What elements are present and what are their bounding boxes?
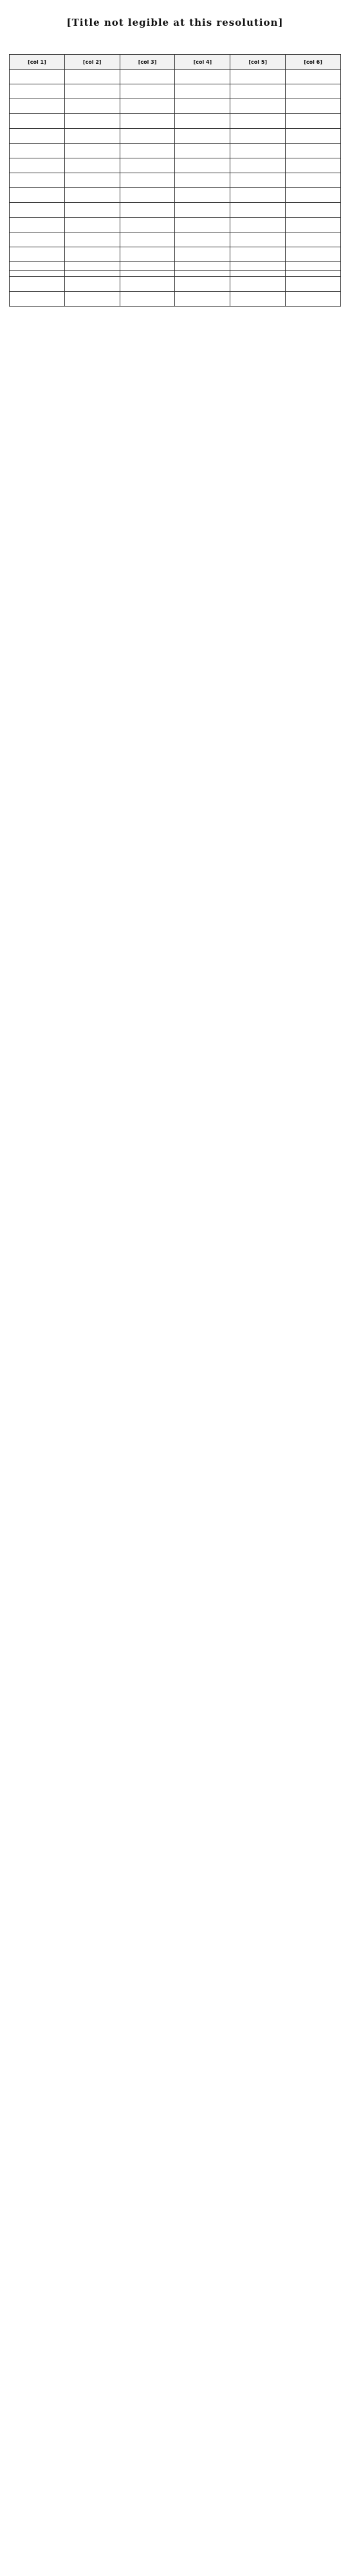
cost-table-cell	[230, 232, 286, 247]
cost-table-row	[10, 247, 341, 262]
cost-table-cell	[10, 173, 65, 188]
cost-table-cell	[286, 277, 341, 292]
cost-table-cell	[10, 144, 65, 158]
cost-table-cell	[286, 158, 341, 173]
cost-table-cell	[286, 84, 341, 99]
cost-table-cell	[10, 70, 65, 84]
cost-table-cell	[230, 292, 286, 307]
cost-table-cell	[230, 84, 286, 99]
cost-table-cell	[175, 114, 230, 129]
cost-table-cell	[230, 114, 286, 129]
cost-table-cell	[175, 247, 230, 262]
cost-table-cell	[230, 173, 286, 188]
cost-table-cell	[230, 144, 286, 158]
cost-table-cell	[175, 99, 230, 114]
cost-table-cell	[286, 173, 341, 188]
cost-table-cell	[120, 247, 175, 262]
cost-table-cell	[230, 277, 286, 292]
cost-table-cell	[286, 218, 341, 232]
cost-table-cell	[64, 292, 120, 307]
cost-table-cell	[64, 70, 120, 84]
cost-table-cell	[230, 262, 286, 277]
cost-table-row	[10, 232, 341, 247]
cost-table-cell	[10, 232, 65, 247]
cost-table-cell	[230, 188, 286, 203]
cost-table-cell	[175, 188, 230, 203]
cost-table-cell	[64, 218, 120, 232]
cost-table-row	[10, 144, 341, 158]
cost-table-row	[10, 277, 341, 292]
cost-table-cell	[230, 129, 286, 144]
cost-table-row	[10, 218, 341, 232]
cost-table-cell	[64, 232, 120, 247]
cost-table-cell	[230, 70, 286, 84]
cost-table-row	[10, 292, 341, 307]
cost-table-cell	[120, 292, 175, 307]
cost-table-cell	[175, 277, 230, 292]
cost-table-cell	[175, 262, 230, 277]
cost-table-cell	[286, 70, 341, 84]
cost-table-row	[10, 129, 341, 144]
cost-table-cell	[10, 114, 65, 129]
cost-table-cell	[230, 218, 286, 232]
cost-table-cell	[120, 114, 175, 129]
cost-table-header-row	[10, 55, 341, 70]
cost-table-cell	[175, 203, 230, 218]
cost-table-row	[10, 114, 341, 129]
cost-table-cell	[120, 203, 175, 218]
cost-table-cell	[64, 114, 120, 129]
cost-table-header-cell: [col 2]	[64, 55, 120, 70]
cost-table-cell	[120, 84, 175, 99]
cost-table-cell	[10, 158, 65, 173]
cost-table-cell	[64, 188, 120, 203]
cost-table-row	[10, 99, 341, 114]
cost-table-cell	[10, 99, 65, 114]
cost-table-header-cell: [col 1]	[10, 55, 65, 70]
cost-table-cell	[120, 70, 175, 84]
cost-table-cell	[120, 144, 175, 158]
cost-table-cell	[286, 129, 341, 144]
cost-table-cell	[64, 173, 120, 188]
cost-table-cell	[64, 158, 120, 173]
cost-table-cell	[286, 144, 341, 158]
cost-table-cell	[175, 129, 230, 144]
cost-table-cell	[64, 144, 120, 158]
cost-table-cell	[120, 188, 175, 203]
cost-table-cell	[230, 203, 286, 218]
cost-table-cell	[10, 292, 65, 307]
cost-table	[9, 54, 341, 307]
cost-table-cell	[120, 158, 175, 173]
cost-table-cell	[175, 84, 230, 99]
cost-table-cell	[120, 218, 175, 232]
cost-table-row	[10, 262, 341, 277]
cost-table-cell	[10, 247, 65, 262]
cost-table-cell	[10, 203, 65, 218]
cost-table-header-cell: [col 5]	[230, 55, 286, 70]
cost-table-cell	[64, 99, 120, 114]
cost-table-cell	[10, 129, 65, 144]
cost-table-cell	[120, 232, 175, 247]
cost-table-cell	[64, 277, 120, 292]
cost-table-cell	[286, 99, 341, 114]
cost-table-cell	[10, 277, 65, 292]
cost-table-cell	[286, 247, 341, 262]
cost-table-header-cell: [col 6]	[286, 55, 341, 70]
cost-table-cell	[64, 129, 120, 144]
cost-table-cell	[175, 173, 230, 188]
cost-table-cell	[120, 129, 175, 144]
cost-table-cell	[230, 158, 286, 173]
cost-table-cell	[286, 292, 341, 307]
cost-table-header-cell: [col 3]	[120, 55, 175, 70]
cost-table-cell	[286, 262, 341, 277]
cost-table-cell	[120, 262, 175, 277]
cost-table-cell	[175, 292, 230, 307]
cost-table-cell	[286, 114, 341, 129]
cost-table-cell	[175, 218, 230, 232]
cost-table-cell	[120, 173, 175, 188]
cost-table-cell	[64, 262, 120, 277]
cost-table-row	[10, 158, 341, 173]
cost-table-cell	[10, 84, 65, 99]
document-title: [Title not legible at this resolution]	[66, 17, 284, 28]
cost-table-cell	[230, 247, 286, 262]
cost-table-cell	[10, 262, 65, 277]
cost-table-header-cell: [col 4]	[175, 55, 230, 70]
cost-table-cell	[64, 247, 120, 262]
cost-table-cell	[175, 144, 230, 158]
cost-table-cell	[10, 188, 65, 203]
cost-table-row	[10, 70, 341, 84]
cost-table-cell	[64, 84, 120, 99]
cost-table-cell	[64, 203, 120, 218]
cost-table-cell	[175, 158, 230, 173]
cost-table-cell	[286, 232, 341, 247]
cost-table-cell	[120, 99, 175, 114]
cost-table-cell	[175, 70, 230, 84]
cost-table-cell	[10, 218, 65, 232]
cost-table-cell	[286, 188, 341, 203]
cost-table-row	[10, 188, 341, 203]
cost-table-cell	[120, 277, 175, 292]
cost-table-cell	[230, 99, 286, 114]
cost-table-cell	[286, 203, 341, 218]
section-divider	[9, 270, 341, 271]
cost-table-row	[10, 173, 341, 188]
cost-table-row	[10, 203, 341, 218]
cost-table-cell	[175, 232, 230, 247]
cost-table-row	[10, 84, 341, 99]
